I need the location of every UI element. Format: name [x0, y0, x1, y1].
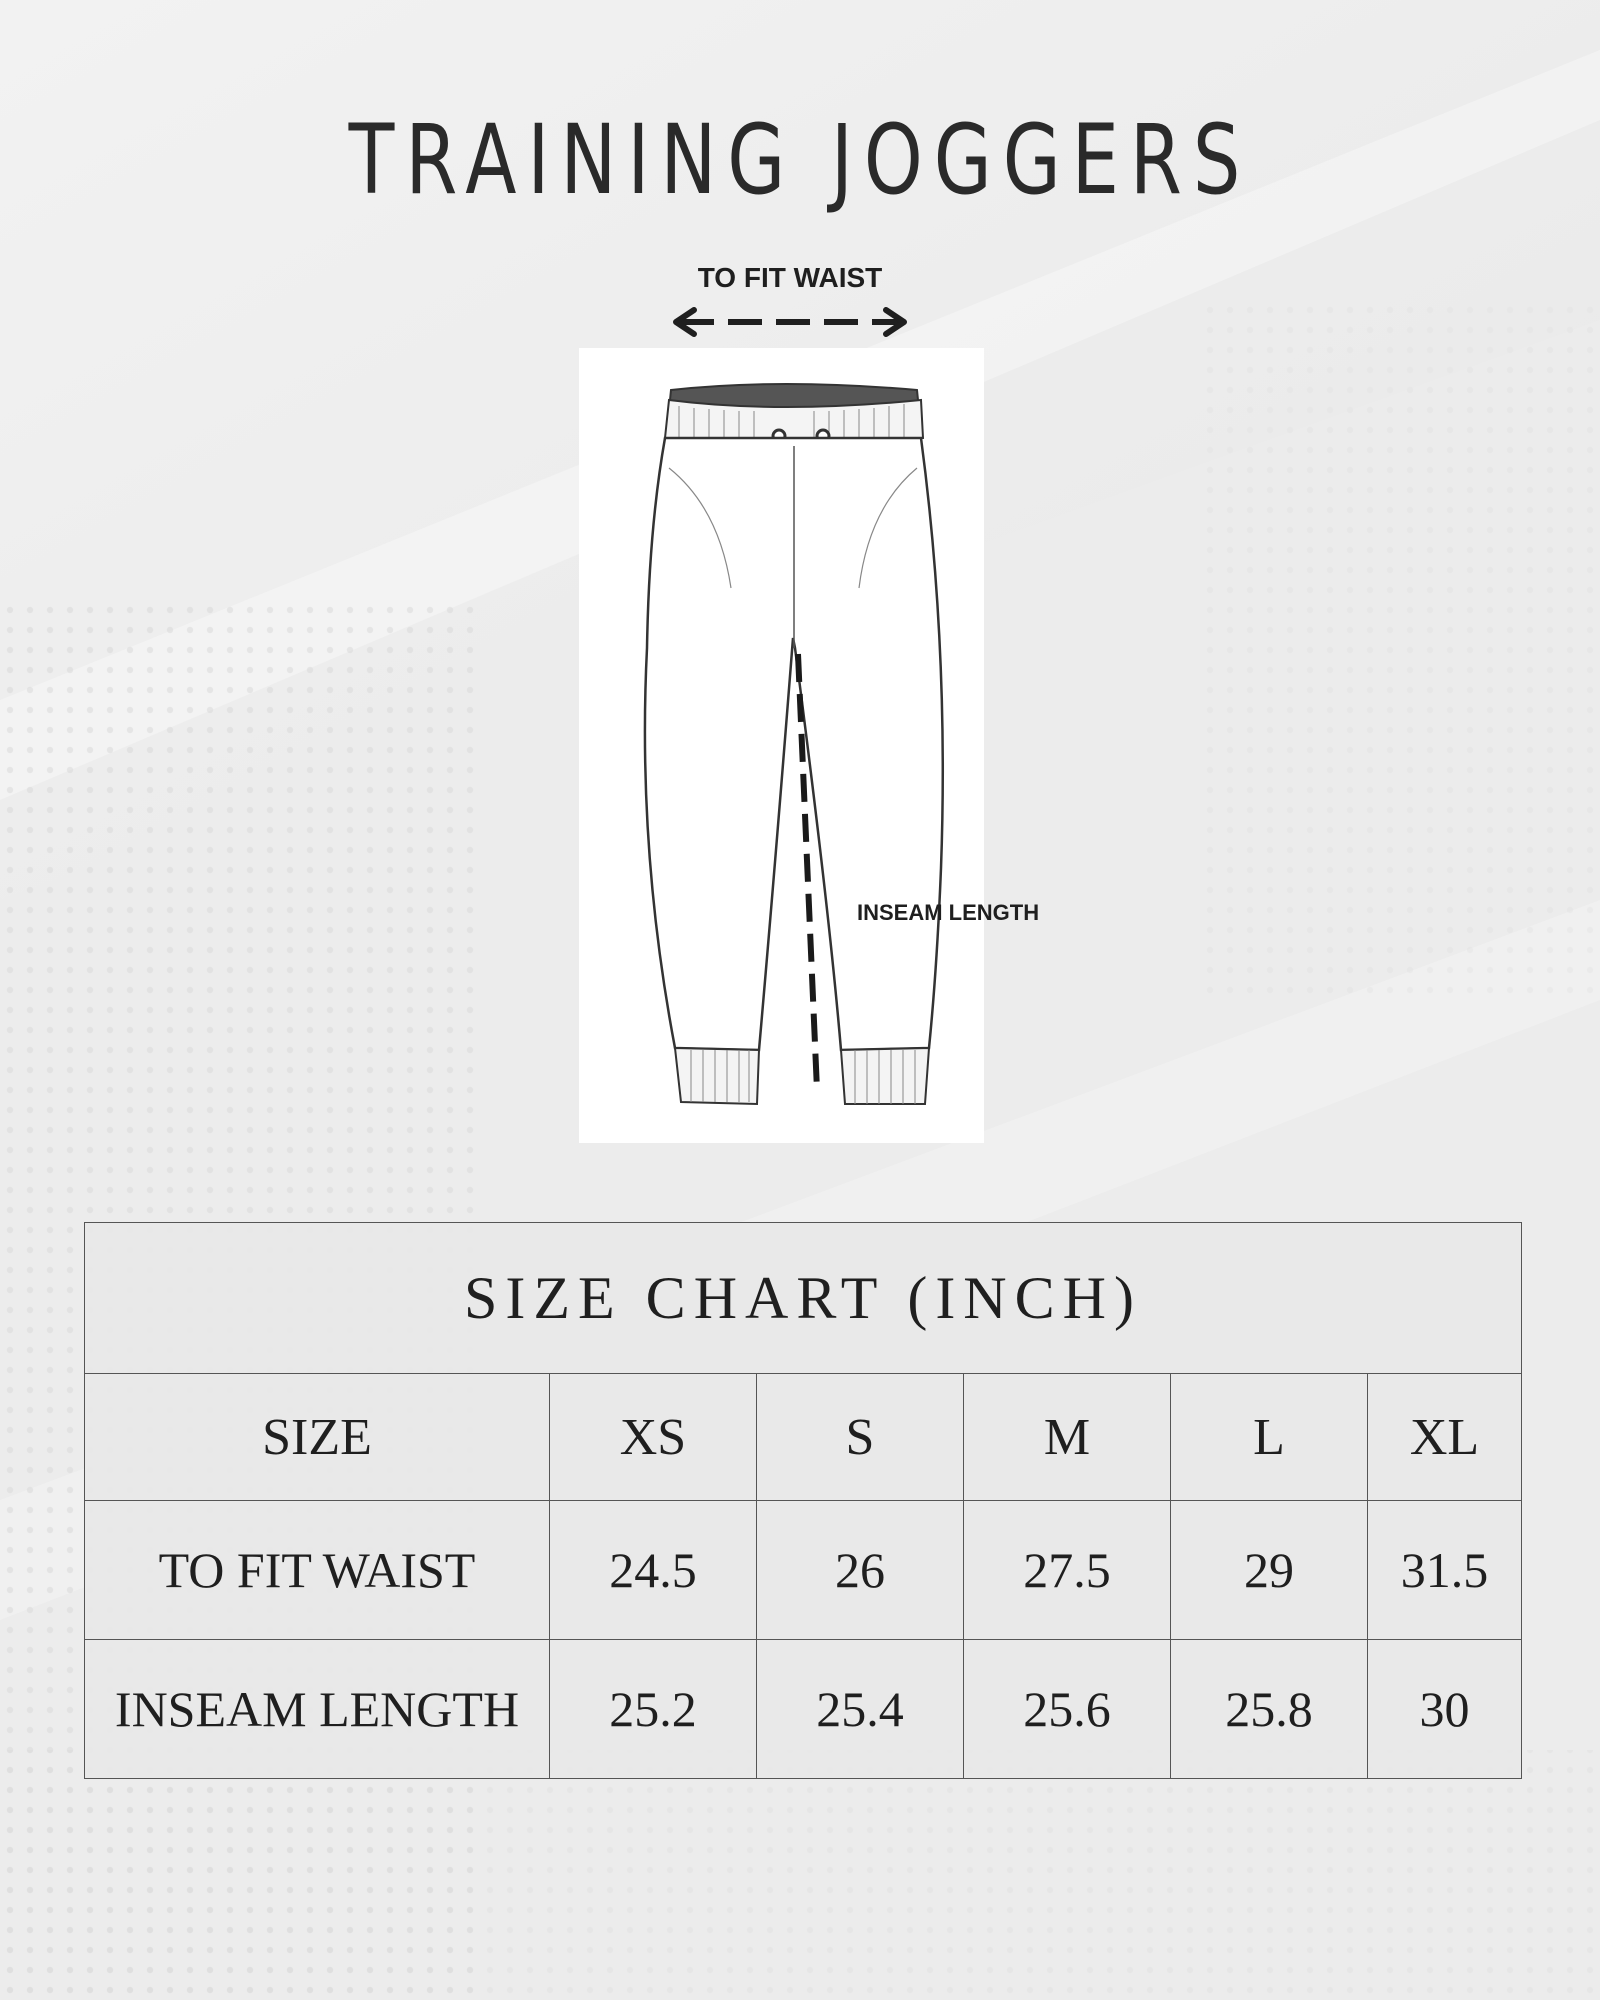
size-header-cell: M	[964, 1374, 1171, 1501]
size-header-cell: XS	[550, 1374, 757, 1501]
size-header-cell: XL	[1368, 1374, 1522, 1501]
size-header-label: SIZE	[85, 1374, 550, 1501]
table-cell: 26	[757, 1501, 964, 1640]
table-cell: 25.4	[757, 1640, 964, 1779]
size-header-row	[85, 1374, 1522, 1501]
table-cell: 27.5	[964, 1501, 1171, 1640]
table-row	[85, 1501, 1522, 1640]
row-label: INSEAM LENGTH	[85, 1640, 550, 1779]
double-arrow-icon	[668, 304, 912, 340]
joggers-illustration	[579, 348, 984, 1143]
size-header-cell: S	[757, 1374, 964, 1501]
inseam-label: INSEAM LENGTH	[857, 900, 1040, 925]
joggers-figure	[579, 348, 984, 1143]
table-cell: 29	[1171, 1501, 1368, 1640]
table-row	[85, 1640, 1522, 1779]
table-cell: 25.6	[964, 1640, 1171, 1779]
table-cell: 30	[1368, 1640, 1522, 1779]
waist-label: TO FIT WAIST	[697, 262, 883, 293]
table-cell: 25.8	[1171, 1640, 1368, 1779]
table-cell: 31.5	[1368, 1501, 1522, 1640]
size-chart-table	[84, 1222, 1522, 1779]
size-chart-caption-row	[85, 1223, 1522, 1374]
size-header-cell: L	[1171, 1374, 1368, 1501]
row-label: TO FIT WAIST	[85, 1501, 550, 1640]
page-title: TRAINING JOGGERS	[348, 104, 1252, 216]
size-chart-caption: SIZE CHART (INCH)	[85, 1223, 1522, 1374]
table-cell: 25.2	[550, 1640, 757, 1779]
table-cell: 24.5	[550, 1501, 757, 1640]
